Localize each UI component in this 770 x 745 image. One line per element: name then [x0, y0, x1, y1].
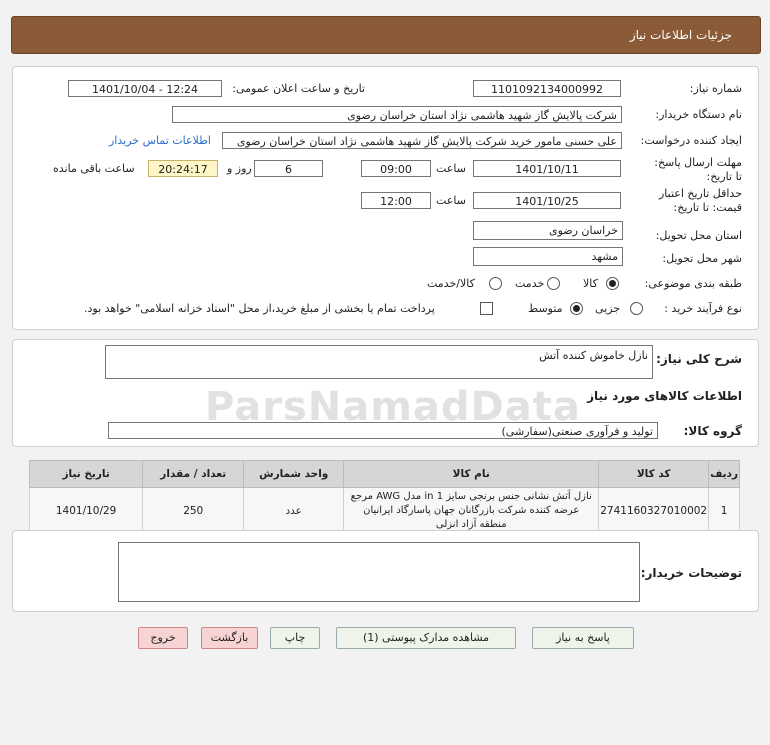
table-row: [30, 488, 740, 535]
print-button[interactable]: چاپ: [270, 627, 320, 649]
city-label: شهر محل تحویل:: [662, 252, 742, 265]
buyer-org-label: نام دستگاه خریدار:: [655, 108, 742, 121]
process-radio-minor[interactable]: [630, 302, 643, 315]
col-qty: تعداد / مقدار: [143, 461, 244, 488]
watermark-logo: ParsNamadData: [205, 384, 581, 430]
back-button[interactable]: بازگشت: [201, 627, 258, 649]
category-option-goods-service: کالا/خدمت: [427, 277, 475, 290]
summary-field: نازل خاموش کننده آتش: [105, 345, 653, 379]
cell-qty: 250: [143, 488, 244, 535]
category-label: طبقه بندی موضوعی:: [644, 277, 742, 290]
col-unit: واحد شمارش: [244, 461, 344, 488]
buyer-notes-label: توضیحات خریدار:: [640, 566, 742, 580]
category-radio-service[interactable]: [547, 277, 560, 290]
province-field: خراسان رضوی: [473, 221, 623, 240]
treasury-payment-checkbox[interactable]: [480, 302, 493, 315]
goods-table-header: [30, 461, 740, 488]
creator-field: علی حسنی مامور خرید شرکت پالایش گاز شهید هاشمی نژاد استان خراسان رضوی: [222, 132, 622, 149]
col-code: کد کالا: [599, 461, 709, 488]
cell-name: نازل آتش نشانی جنس برنجی سایز 1 in مدل AWG مرجع عرضه کننده شرکت بازرگانان جهان پاسارگاد ایرانیان منطقه آزاد انزلی: [344, 488, 599, 535]
buyer-contact-link[interactable]: اطلاعات تماس خریدار: [109, 134, 211, 147]
attachments-button[interactable]: مشاهده مدارک پیوستی (1): [336, 627, 516, 649]
reply-button[interactable]: پاسخ به نیاز: [532, 627, 634, 649]
goods-section-title: اطلاعات کالاهای مورد نیاز: [587, 389, 742, 403]
validity-time-label: ساعت: [436, 194, 466, 207]
page-header: [11, 16, 761, 54]
province-label: استان محل تحویل:: [655, 229, 742, 242]
col-date: تاریخ نیاز: [30, 461, 143, 488]
page-title: جزئیات اطلاعات نیاز: [629, 28, 732, 42]
validity-time-field: 12:00: [361, 192, 431, 209]
days-remaining-field: 6: [254, 160, 323, 177]
category-radio-goods-service[interactable]: [489, 277, 502, 290]
process-radio-medium[interactable]: [570, 302, 583, 315]
category-option-goods: کالا: [583, 277, 598, 290]
validity-date-field: 1401/10/25: [473, 192, 621, 209]
remaining-label: ساعت باقی مانده: [53, 162, 135, 175]
col-row: ردیف: [709, 461, 740, 488]
deadline-time-label: ساعت: [436, 162, 466, 175]
process-option-minor: جزیی: [595, 302, 621, 315]
validity-label: حداقل تاریخ اعتبار قیمت: تا تاریخ:: [658, 187, 742, 214]
cell-code: 2741160327010002: [599, 488, 709, 535]
day-label: روز و: [227, 162, 252, 175]
city-field: مشهد: [473, 247, 623, 266]
category-option-service: خدمت: [515, 277, 545, 290]
remaining-time-field: 20:24:17: [148, 160, 218, 177]
goods-table: [29, 460, 740, 535]
cell-date: 1401/10/29: [30, 488, 143, 535]
buyer-notes-field: [118, 542, 640, 602]
buyer-org-field: شرکت پالایش گاز شهید هاشمی نژاد استان خراسان رضوی: [172, 106, 622, 123]
need-number-label: شماره نیاز:: [689, 82, 742, 95]
deadline-label: مهلت ارسال پاسخ: تا تاریخ:: [654, 156, 742, 183]
cell-row: 1: [709, 488, 740, 535]
cell-unit: عدد: [244, 488, 344, 535]
category-radio-goods[interactable]: [606, 277, 619, 290]
process-option-medium: متوسط: [528, 302, 563, 315]
creator-label: ایجاد کننده درخواست:: [640, 134, 742, 147]
deadline-date-field: 1401/10/11: [473, 160, 621, 177]
col-name: نام کالا: [344, 461, 599, 488]
announce-field: 1401/10/04 - 12:24: [68, 80, 222, 97]
goods-group-field: تولید و فرآوری صنعتی(سفارشی): [108, 422, 658, 439]
treasury-payment-note: پرداخت تمام یا بخشی از مبلغ خرید،از محل "اسناد خزانه اسلامی" خواهد بود.: [84, 302, 435, 315]
need-number-field: 1101092134000992: [473, 80, 621, 97]
exit-button[interactable]: خروج: [138, 627, 188, 649]
process-label: نوع فرآیند خرید :: [664, 302, 742, 315]
summary-label: شرح کلی نیاز:: [656, 352, 742, 366]
goods-group-label: گروه کالا:: [683, 424, 742, 438]
announce-label: تاریخ و ساعت اعلان عمومی:: [232, 82, 365, 95]
deadline-time-field: 09:00: [361, 160, 431, 177]
